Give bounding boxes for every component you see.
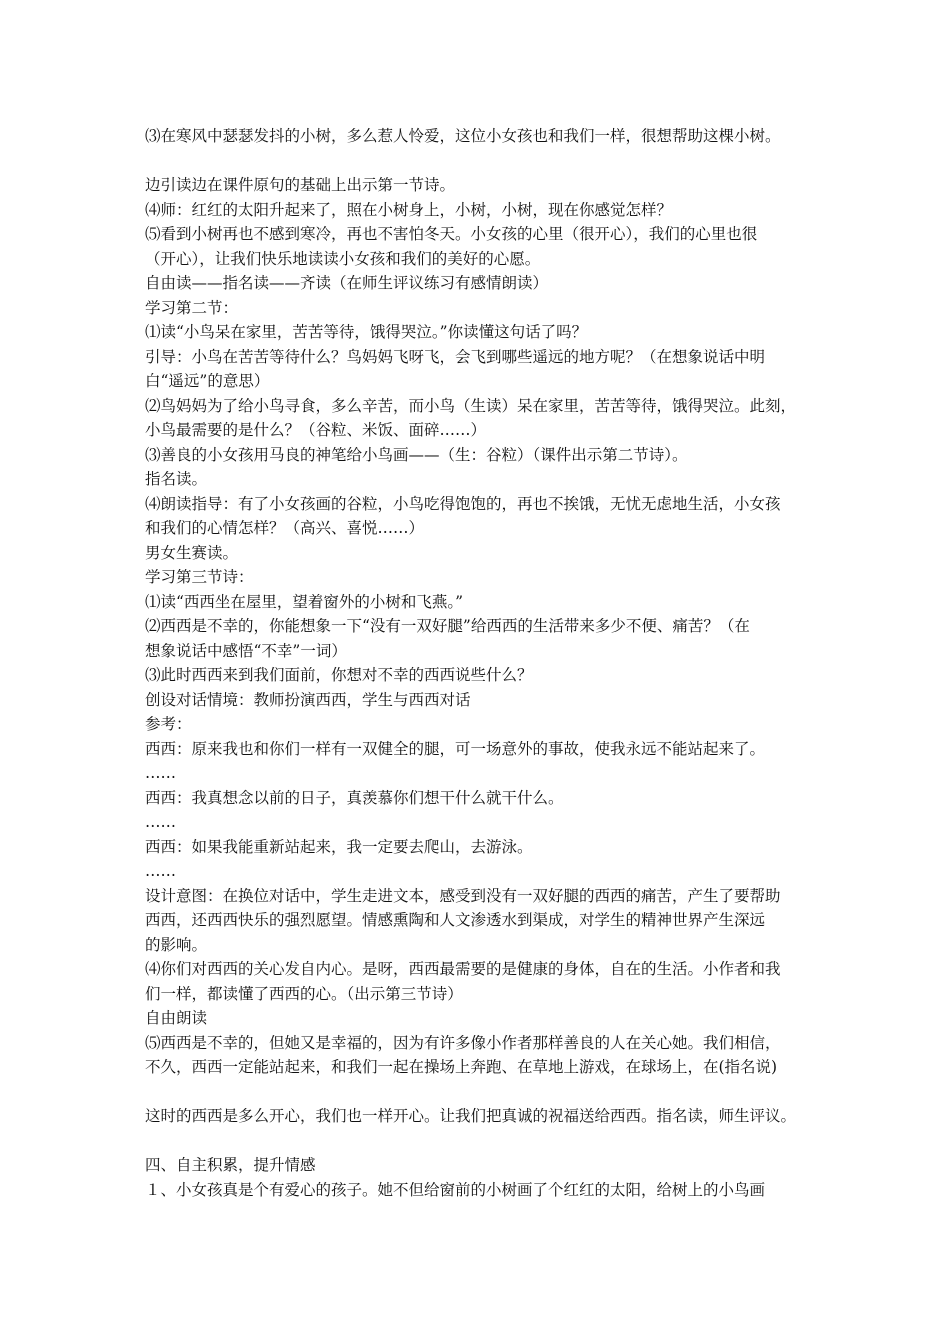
text-line: 自由读——指名读——齐读（在师生评议练习有感情朗读） (145, 274, 549, 292)
text-line: 引导：小鸟在苦苦等待什么？鸟妈妈飞呀飞，会飞到哪些遥远的地方呢？（在想象说话中明 (145, 347, 766, 366)
text-line: 想象说话中感悟“不幸”一词） (145, 641, 347, 660)
text-line: 自由朗读 (145, 1009, 208, 1027)
dialogue-line: 西西：我真想念以前的日子，真羡慕你们想干什么就干什么。 (145, 788, 564, 807)
text-line: 白“遥远”的意思） (145, 372, 270, 390)
text-line: ⑶此时西西来到我们面前，你想对不幸的西西说些什么？ (145, 666, 533, 684)
text-line: 指名读。 (145, 470, 208, 488)
dialogue-line: 西西：原来我也和你们一样有一双健全的腿，可一场意外的事故，使我永远不能站起来了。 (145, 739, 766, 758)
blank-line (145, 1129, 817, 1154)
text-line: 和我们的心情怎样？（高兴、喜悦……） (145, 519, 425, 537)
blank-line (145, 1080, 817, 1105)
text-line: １、小女孩真是个有爱心的孩子。她不但给窗前的小树画了个红红的太阳，给树上的小鸟画 (145, 1180, 766, 1199)
text-line: ⑸看到小树再也不感到寒冷，再也不害怕冬天。小女孩的心里（很开心），我们的心里也很 (145, 225, 758, 243)
section-heading: 学习第三节诗： (145, 568, 254, 586)
text-line: ⑷你们对西西的关心发自内心。是呀，西西最需要的是健康的身体，自在的生活。小作者和我 (145, 960, 781, 978)
text-line: 小鸟最需要的是什么？（谷粒、米饭、面碎……） (145, 421, 487, 439)
text-line: 们一样，都读懂了西西的心。（出示第三节诗） (145, 984, 463, 1003)
text-line: 创设对话情境：教师扮演西西，学生与西西对话 (145, 690, 471, 709)
text-line: ⑵鸟妈妈为了给小鸟寻食，多么辛苦，而小鸟（生读）呆在家里，苦苦等待，饿得哭泣。此刻， (145, 396, 797, 415)
text-line: ⑵西西是不幸的，你能想象一下“没有一双好腿”给西西的生活带来多少不便、痛苦？（在 (145, 617, 750, 635)
text-line: ⑴读“小鸟呆在家里，苦苦等待，饿得哭泣。”你读懂这句话了吗？ (145, 323, 588, 341)
text-line: ⑷朗读指导：有了小女孩画的谷粒，小鸟吃得饱饱的，再也不挨饿，无忧无虑地生活，小女孩 (145, 494, 781, 513)
ellipsis-line: …… (145, 764, 176, 782)
text-line: 参考： (145, 715, 192, 733)
section-heading: 学习第二节： (145, 298, 239, 317)
text-line: 设计意图：在换位对话中，学生走进文本，感受到没有一双好腿的西西的痛苦，产生了要帮助 (145, 886, 781, 905)
text-line: 男女生赛读。 (145, 543, 239, 562)
ellipsis-line: …… (145, 862, 176, 880)
text-line: （开心），让我们快乐地读读小女孩和我们的美好的心愿。 (145, 249, 541, 268)
text-line: 不久，西西一定能站起来，和我们一起在操场上奔跑、在草地上游戏，在球场上，在(指名说) (145, 1058, 778, 1076)
text-line: ⑶善良的小女孩用马良的神笔给小鸟画——（生：谷粒）（课件出示第二节诗）。 (145, 445, 688, 464)
section-heading: 四、自主积累，提升情感 (145, 1156, 316, 1174)
blank-line (145, 149, 817, 174)
document-page (145, 124, 817, 1202)
text-line: ⑶在寒风中瑟瑟发抖的小树，多么惹人怜爱，这位小女孩也和我们一样，很想帮助这棵小树。 (145, 127, 781, 145)
text-line: 这时的西西是多么开心，我们也一样开心。让我们把真诚的祝福送给西西。指名读，师生评议。 (145, 1107, 797, 1125)
text-line: ⑷师：红红的太阳升起来了，照在小树身上，小树，小树，现在你感觉怎样？ (145, 200, 673, 219)
dialogue-line: 西西：如果我能重新站起来，我一定要去爬山，去游泳。 (145, 837, 533, 856)
text-line: 的影响。 (145, 935, 208, 954)
text-line: 西西，还西西快乐的强烈愿望。情感熏陶和人文渗透水到渠成，对学生的精神世界产生深远 (145, 911, 766, 929)
text-line: ⑸西西是不幸的，但她又是幸福的，因为有许多像小作者那样善良的人在关心她。我们相信， (145, 1033, 781, 1052)
text-line: 边引读边在课件原句的基础上出示第一节诗。 (145, 176, 456, 194)
text-line: ⑴读“西西坐在屋里，望着窗外的小树和飞燕。” (145, 592, 464, 611)
ellipsis-line: …… (145, 813, 176, 831)
